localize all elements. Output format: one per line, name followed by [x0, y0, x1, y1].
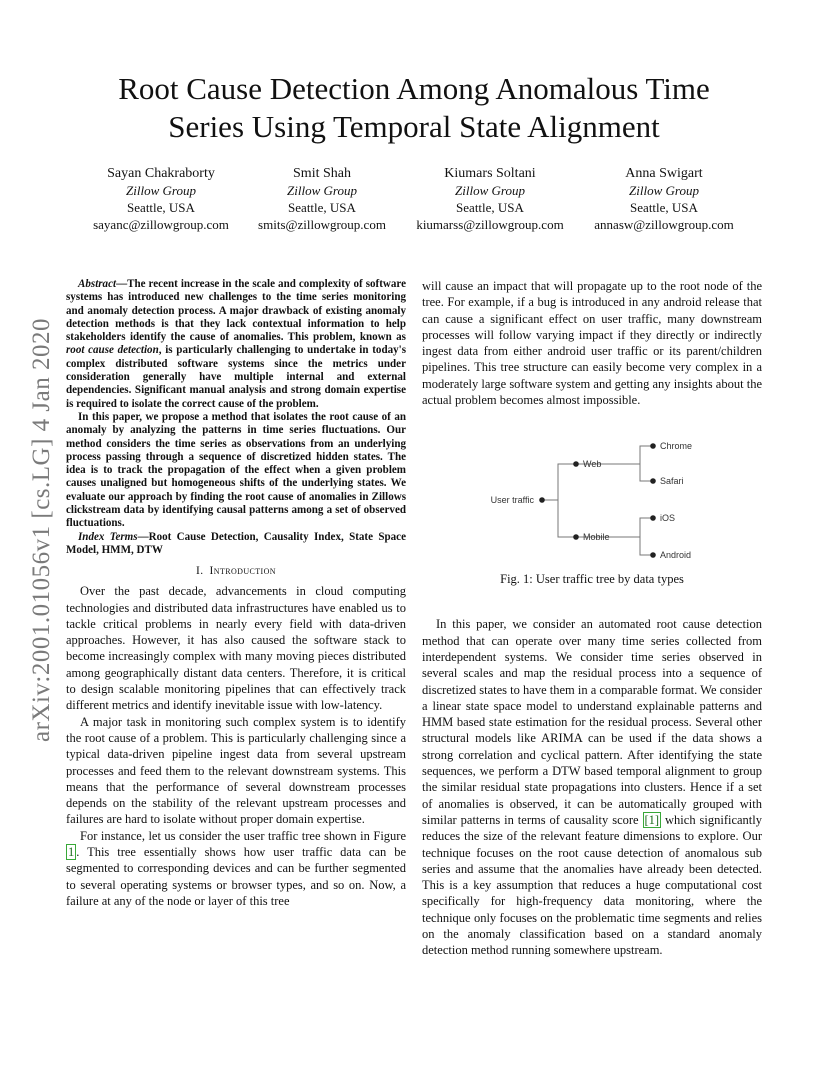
abstract-paragraph-2: In this paper, we propose a method that isolates the root cause of an anomaly by analyzing the patterns in time series fluctuations. Our method considers the time series as observations from an underlying process passing through a sequence of discretized hidden states. The idea is to track the propagation of the effect when a given problem causes unaligned but homogeneous shifts of the underlying states. We evaluate our approach by finding the root cause of anomalies in Zillows clickstream data by identifying causal patterns among a set of observed fluctuations.	[66, 410, 406, 530]
author-affiliation: Zillow Group	[629, 183, 699, 198]
figure-caption: Fig. 1: User traffic tree by data types	[500, 572, 684, 587]
edge-root-web	[542, 464, 576, 500]
edge-web-safari	[640, 464, 652, 481]
paragraph-text: which significantly reduces the size of the relevant feature dimensions to explore. Our technique focuses on the root cause detection of anomalous sub series and assume that the anomalies have already been detected. This is a key assumption that reduces a huge computational cost specifically for high-frequency data monitoring, where the technique only focuses on the problematic time segments and relies on the anomaly classification based on a standard anomaly detection method running somewhere upstream.	[422, 812, 762, 958]
node-root	[539, 498, 545, 504]
author-4	[569, 165, 759, 233]
right-column	[422, 278, 762, 959]
author-location: Seattle, USA	[288, 200, 356, 215]
paragraph-text: In this paper, we consider an automated root cause detection method that can operate over many time series collected from interdependent systems. We consider time series observed in several scales and map the residual process into a sequence of discretized states to have them in a comparable format. We consider a linear state space model to understand explainable patterns and HMM based state estimation for the residual process. Several other structural models like ARIMA can be used if the data shows a strong correlation and cyclical pattern. After identifying the state sequences, we perform a DTW based temporal alignment to group the similar residual state propagations into clusters. Hence if a set of anomalies is observed, it can be automatically grouped with similar patterns in terms of causality score	[422, 617, 762, 827]
label-android: Android	[660, 550, 692, 561]
edge-mobile-android	[640, 537, 652, 555]
abstract-label: Abstract	[78, 278, 117, 290]
arxiv-identifier: arXiv:2001.01056v1 [cs.LG] 4 Jan 2020	[28, 318, 55, 742]
label-ios: iOS	[660, 513, 676, 524]
node-chrome	[650, 444, 656, 450]
index-terms	[66, 531, 406, 558]
title-line-1: Root Cause Detection Among Anomalous Time	[118, 71, 710, 106]
edge-root-mobile	[558, 500, 576, 537]
author-email: annasw@zillowgroup.com	[594, 217, 734, 232]
paragraph: A major task in monitoring such complex system is to identify the root cause of a problem. This is particularly challenging since a typical data-driven pipeline ingest data from several upstream processes and feed them to the relevant downstream systems. This means that the performance of several downstream processes depends on the stability of the relevant upstream processes and failures are hard to isolate without proper domain expertise.	[66, 714, 406, 827]
index-terms-label: Index Terms	[78, 530, 138, 543]
paper-title	[60, 70, 768, 146]
paragraph-text: . This tree essentially shows how user traffic data can be segmented to corresponding devices and can be further segmented to several operating systems or browser types, and so on. Now, a failure at any of the node or layer of this tree	[66, 844, 406, 908]
index-terms-text: —Root Cause Detection, Causality Index, State Space Model, HMM, DTW	[66, 530, 406, 556]
author-name: Smit Shah	[293, 166, 351, 181]
paragraph: will cause an impact that will propagate up to the root node of the tree. For example, if a bug is introduced in any android release that can cause a significant effect on user traffic, many downstream processes will follow varying impact if they directly or indirectly ingest data from either android user traffic or its parent/children pipelines. This tree structure can easily become very complex in a moderately large software system and getting any insights about the actual problem becomes almost impossible.	[422, 279, 762, 408]
author-email: sayanc@zillowgroup.com	[93, 217, 229, 232]
abstract-emphasis: root cause detection	[66, 344, 159, 357]
figure-1	[422, 438, 762, 616]
title-line-2: Series Using Temporal State Alignment	[168, 109, 660, 144]
author-3	[395, 165, 585, 233]
author-location: Seattle, USA	[456, 200, 524, 215]
author-name: Kiumars Soltani	[444, 166, 536, 181]
paragraph: Over the past decade, advancements in cloud computing technologies and distributed data infrastructures have enabled us to tackle critical problems in nearly every field with data-driven approaches. However, it has also caused the software stack to become increasingly complex with many moving pieces distributed among geographically distant data centers. Therefore, it is critical to design scalable monitoring pipelines that can effectively track different metrics and identify inevitable issue with low-latency.	[66, 584, 406, 713]
left-column	[66, 278, 406, 909]
intro-text-right-bottom	[422, 616, 762, 958]
section-heading	[66, 565, 406, 577]
arxiv-side-stamp	[22, 296, 62, 764]
paragraph	[422, 616, 762, 958]
abstract-text-a: —The recent increase in the scale and complexity of software systems has introduced new challenges to the time series monitoring and anomaly detection process. A major drawback of existing anomaly detection methods is that they lack contextual information to help stakeholders identify the cause of anomalies. This problem, known as	[66, 278, 406, 344]
label-safari: Safari	[660, 476, 684, 487]
author-email: smits@zillowgroup.com	[258, 217, 386, 232]
author-2	[227, 165, 417, 233]
author-location: Seattle, USA	[630, 200, 698, 215]
author-affiliation: Zillow Group	[287, 183, 357, 198]
author-affiliation: Zillow Group	[455, 183, 525, 198]
user-traffic-tree-diagram	[422, 438, 762, 616]
section-title: Introduction	[209, 565, 276, 578]
label-root: User traffic	[490, 495, 534, 506]
intro-text-left	[66, 583, 406, 909]
label-web: Web	[583, 459, 602, 470]
author-affiliation: Zillow Group	[126, 183, 196, 198]
author-location: Seattle, USA	[127, 200, 195, 215]
label-mobile: Mobile	[583, 532, 610, 543]
author-email: kiumarss@zillowgroup.com	[416, 217, 564, 232]
label-chrome: Chrome	[660, 441, 693, 452]
abstract	[66, 278, 406, 557]
author-name: Sayan Chakraborty	[107, 166, 215, 181]
node-safari	[650, 479, 656, 485]
node-web	[573, 462, 579, 468]
figure-reference-link[interactable]: 1	[68, 844, 75, 859]
section-number: I.	[196, 565, 204, 578]
node-mobile	[573, 535, 579, 541]
intro-text-right-top	[422, 278, 762, 408]
paragraph-text: For instance, let us consider the user traffic tree shown in Figure	[80, 828, 406, 843]
node-ios	[650, 516, 656, 522]
node-android	[650, 553, 656, 559]
author-name: Anna Swigart	[625, 166, 703, 181]
abstract-paragraph-1	[66, 278, 406, 411]
citation-link[interactable]: [1]	[644, 812, 660, 827]
paragraph	[66, 828, 406, 909]
abstract-text-b: , is particularly challenging to undertake in today's complex distributed software systems since the metrics under consideration generally have multiple internal and external dependencies. Significant manual analysis and strong domain expertise is required to isolate the correct cause of the problem.	[66, 344, 406, 410]
